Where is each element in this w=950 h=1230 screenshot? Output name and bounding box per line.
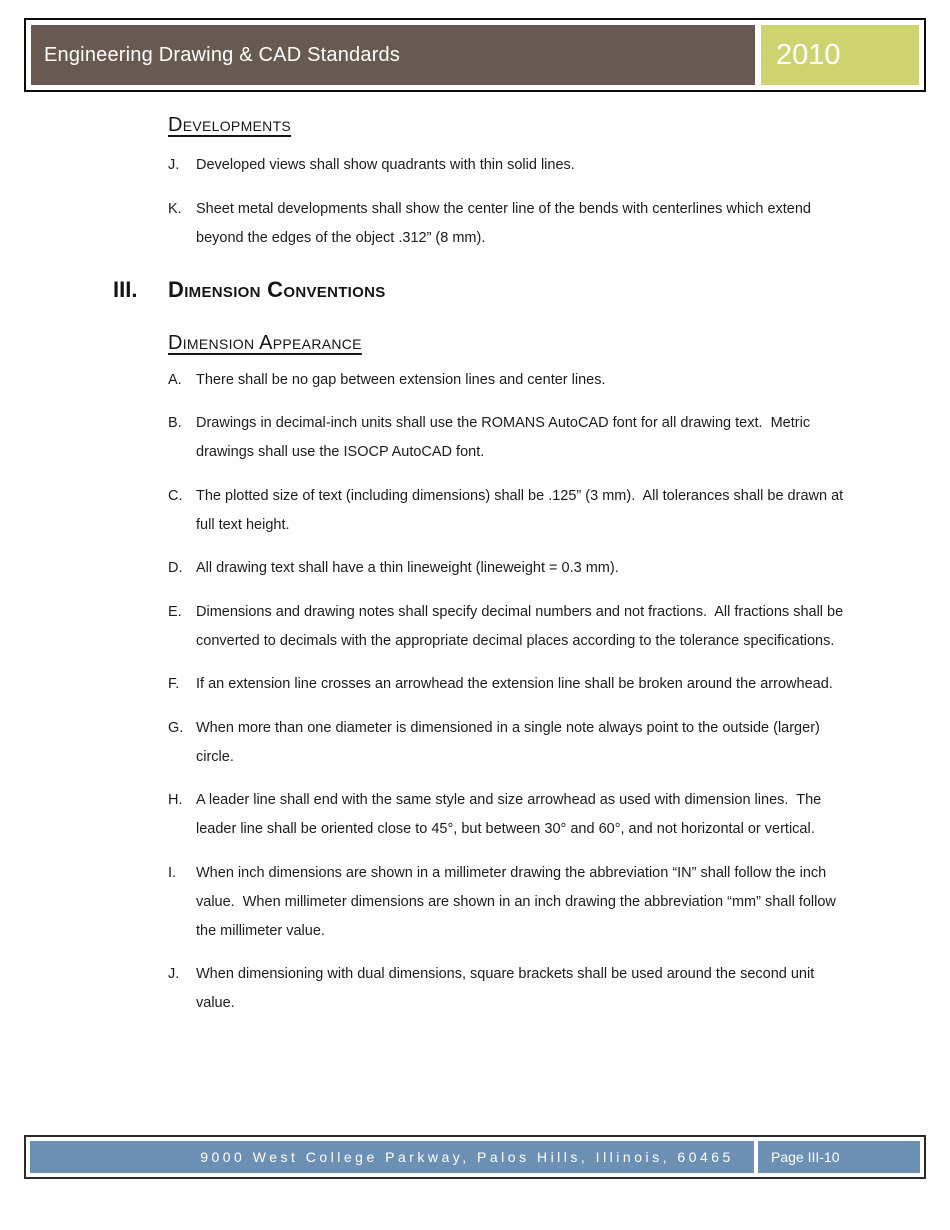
- list-item-text: When dimensioning with dual dimensions, square brackets shall be used around the second unit value.: [196, 966, 819, 1011]
- list-item: [168, 554, 950, 583]
- list-item-text: The plotted size of text (including dimensions) shall be .125” (3 mm). All tolerances shall be drawn at full text height.: [196, 487, 848, 533]
- list-item-letter: J.: [168, 966, 180, 982]
- list-item-text: There shall be no gap between extension lines and center lines.: [196, 371, 606, 388]
- list-item-text: Dimensions and drawing notes shall specify decimal numbers and not fractions. All fractions shall be converted to decimals with the appropriate decimal places according to the tolerance specifications.: [196, 603, 848, 649]
- list-item: [168, 670, 950, 699]
- list-item: [168, 366, 950, 395]
- list-item-letter: D.: [168, 560, 183, 576]
- header-banner: [24, 18, 926, 92]
- header-title-box: [31, 25, 755, 85]
- list-item-text: Sheet metal developments shall show the center line of the bends with centerlines which extend beyond the edges of the object .312” (8 mm).: [196, 200, 816, 246]
- list-item-text: When more than one diameter is dimensioned in a single note always point to the outside (larger) circle.: [196, 719, 824, 765]
- chapter-heading: [113, 275, 950, 305]
- list-item: [168, 960, 950, 1018]
- list-item-text: If an extension line crosses an arrowhead the extension line shall be broken around the arrowhead.: [196, 676, 833, 692]
- chapter-number: III.: [113, 276, 138, 302]
- list-item: [168, 714, 950, 772]
- list-item-letter: E.: [168, 603, 182, 620]
- list-item-letter: K.: [168, 200, 182, 217]
- list-item-letter: C.: [168, 487, 183, 504]
- footer-page-box: [758, 1141, 920, 1173]
- list-item-letter: F.: [168, 676, 180, 692]
- chapter-title: Dimension Conventions: [168, 276, 386, 302]
- page-content: [0, 113, 950, 1033]
- list-item: [168, 151, 950, 180]
- footer-address-box: [30, 1141, 754, 1173]
- list-item-letter: A.: [168, 371, 182, 388]
- list-item-letter: J.: [168, 157, 180, 173]
- section-heading-dimension-appearance: Dimension Appearance: [168, 331, 362, 354]
- list-item: [168, 482, 950, 540]
- list-item-text: When inch dimensions are shown in a millimeter drawing the abbreviation “IN” shall follow the inch value. When millimeter dimensions are shown in an inch drawing the abbreviation “mm” shall follow the millimeter value.: [196, 864, 840, 939]
- list-item: [168, 859, 950, 946]
- list-item: [168, 598, 950, 656]
- list-item-letter: H.: [168, 792, 183, 808]
- document-year: 2010: [776, 38, 841, 71]
- list-item-text: A leader line shall end with the same style and size arrowhead as used with dimension lines. The leader line shall be oriented close to 45°, but between 30° and 60°, and not horizontal or vertical.: [196, 792, 826, 837]
- list-item-letter: G.: [168, 719, 184, 736]
- section-heading-developments: Developments: [168, 114, 292, 136]
- footer-address: 9000 West College Parkway, Palos Hills, Illinois, 60465: [200, 1149, 734, 1165]
- document-title: Engineering Drawing & CAD Standards: [44, 43, 401, 66]
- page-number: Page III-10: [771, 1149, 840, 1165]
- header-year-box: [761, 25, 919, 85]
- footer-banner: [24, 1135, 926, 1179]
- list-item: [168, 786, 950, 844]
- list-item-letter: I.: [168, 864, 177, 881]
- list-item: [168, 195, 950, 253]
- list-item: [168, 409, 950, 467]
- list-item-text: Developed views shall show quadrants with thin solid lines.: [196, 157, 575, 173]
- list-item-text: All drawing text shall have a thin lineweight (lineweight = 0.3 mm).: [196, 560, 619, 576]
- list-item-text: Drawings in decimal-inch units shall use the ROMANS AutoCAD font for all drawing text. Metric drawings shall use the ISOCP AutoCAD font.: [196, 415, 815, 460]
- list-item-letter: B.: [168, 415, 182, 431]
